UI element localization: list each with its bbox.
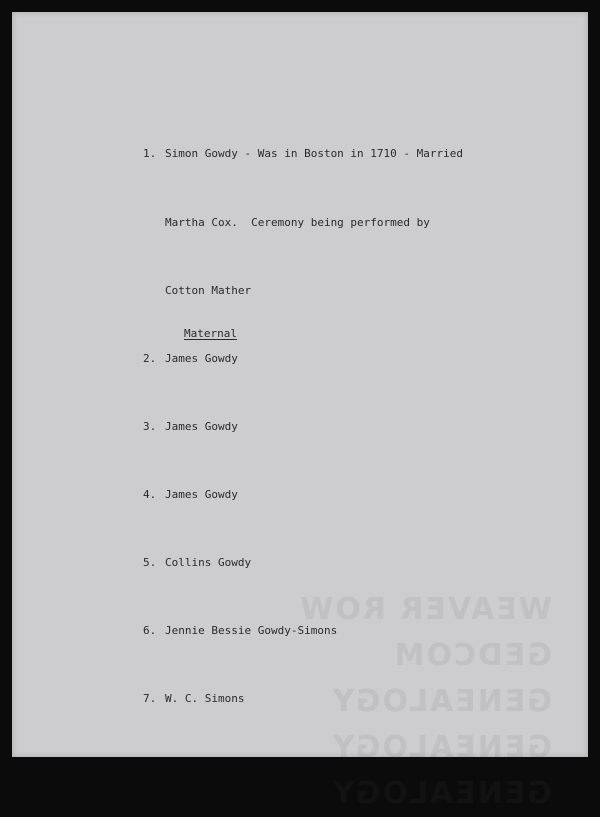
- list-item: [143, 620, 563, 643]
- entry-text: James Gowdy: [165, 351, 238, 365]
- list-item: [143, 484, 563, 507]
- bleed-through-text: WEAVER ROW GEDCOM GENEALOGY GENEALOGY GENEALOGY: [298, 592, 552, 811]
- list-item: [143, 416, 563, 439]
- entry-number: 6.: [143, 624, 157, 638]
- entry-text: James Gowdy: [165, 487, 238, 501]
- entry-number: 3.: [143, 419, 157, 433]
- entry-continuation: Martha Cox. Ceremony being performed by: [165, 215, 430, 229]
- entry-number: 7.: [143, 692, 157, 706]
- entry-text: Collins Gowdy: [165, 556, 252, 570]
- list-item: [143, 143, 563, 166]
- entry-number: 1.: [143, 147, 157, 161]
- entry-continuation: Cotton Mather: [165, 283, 252, 297]
- entry-number: 4.: [143, 487, 157, 501]
- list-item: [143, 552, 563, 575]
- entry-number: 2.: [143, 351, 157, 365]
- lineage-list: [143, 98, 563, 811]
- section-heading-maternal: Maternal: [184, 327, 237, 340]
- entry-text: James Gowdy: [165, 419, 238, 433]
- list-item: [143, 688, 563, 711]
- entry-text: W. C. Simons: [165, 692, 245, 706]
- entry-text: Jennie Bessie Gowdy-Simons: [165, 624, 338, 638]
- entry-number: 5.: [143, 556, 157, 570]
- entry-text: Simon Gowdy - Was in Boston in 1710 - Married: [165, 147, 464, 161]
- list-item: [143, 348, 563, 371]
